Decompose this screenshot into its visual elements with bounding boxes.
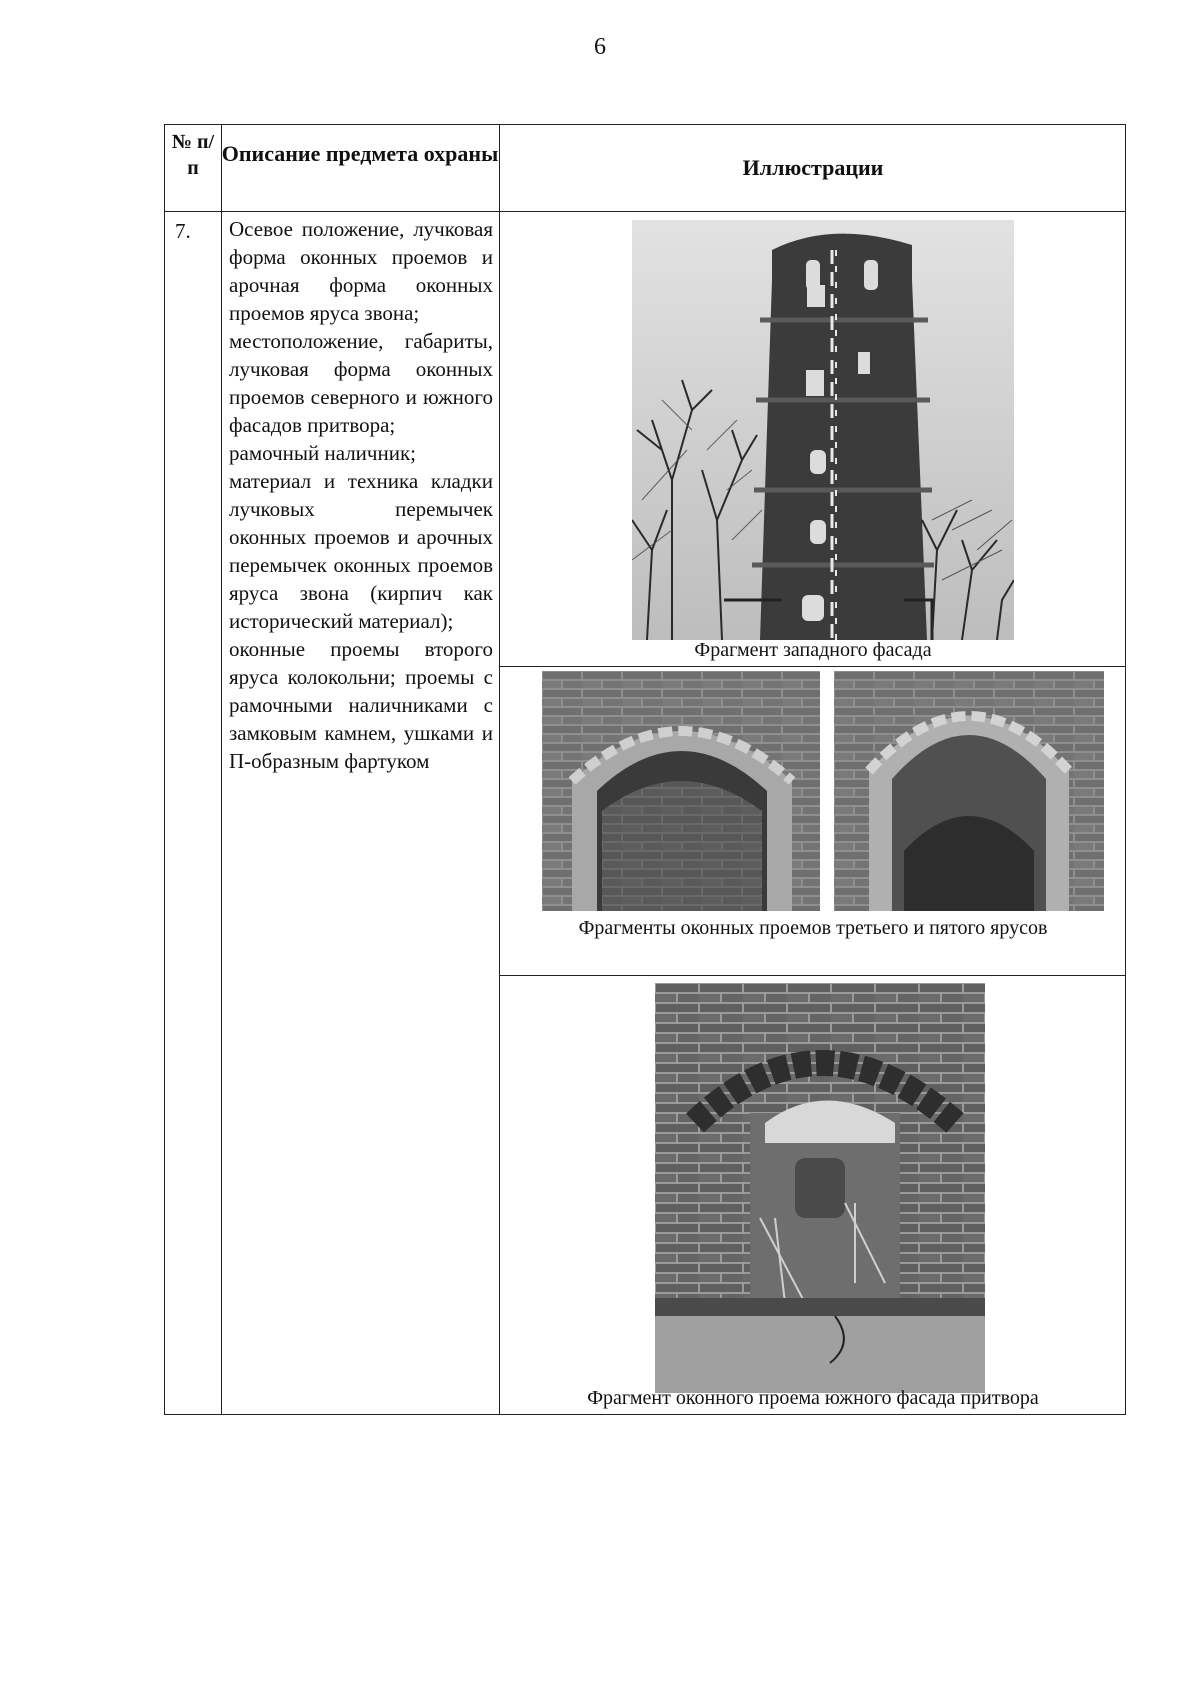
row-description <box>229 215 493 775</box>
page-number: 6 <box>594 34 606 60</box>
west-facade-photo <box>632 220 1014 640</box>
description-line: рамочный наличник; <box>229 441 417 465</box>
description-line: местоположение, габариты, лучковая форма оконных проемов северного и южного фасадов притвора; <box>229 329 493 437</box>
description-line: Осевое положение, лучковая форма оконных проемов и арочная форма оконных проемов яруса звона; <box>229 217 493 325</box>
illustration-divider <box>499 975 1125 976</box>
header-illustrations: Иллюстрации <box>742 155 884 180</box>
header-divider <box>165 211 1125 212</box>
west-facade-caption: Фрагмент западного фасада <box>694 639 932 661</box>
illustration-divider <box>499 666 1125 667</box>
window-tier5-photo <box>834 671 1104 911</box>
header-description: Описание предмета охраны <box>221 141 499 166</box>
column-divider <box>221 125 222 1414</box>
description-line: материал и техника кладки лучковых перемычек оконных проемов и арочных перемычек оконных проемов яруса звона (кирпич как исторический материал); <box>229 469 493 633</box>
description-line: оконные проемы второго яруса колокольни; проемы с рамочными наличниками с замковым камнем, ушками и П-образным фартуком <box>229 637 493 773</box>
protection-subject-table <box>164 124 1126 1415</box>
porch-window-caption: Фрагмент оконного проема южного фасада притвора <box>587 1387 1039 1409</box>
windows-tiers-caption: Фрагменты оконных проемов третьего и пятого ярусов <box>578 917 1048 939</box>
window-tier3-photo <box>542 671 820 911</box>
porch-window-photo <box>655 983 985 1393</box>
column-divider <box>499 125 500 1414</box>
row-number: 7. <box>175 219 191 243</box>
header-number: № п/ п <box>171 131 215 179</box>
